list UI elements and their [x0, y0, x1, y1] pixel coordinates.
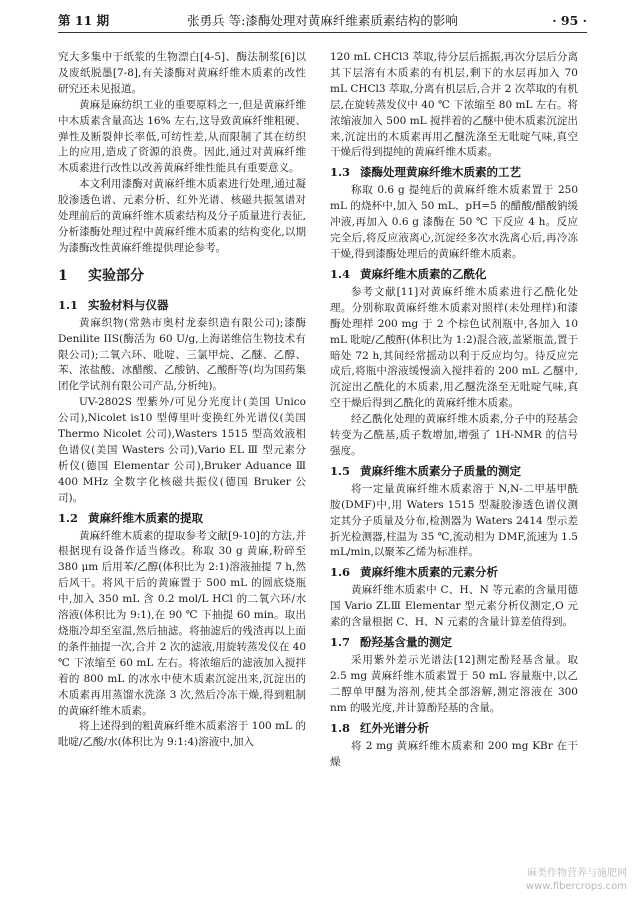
paragraph: 本文利用漆酶对黄麻纤维木质素进行处理,通过凝胶渗透色谱、元素分析、红外光谱、核磁共振氢谱对处理前后的黄麻纤维木质素结构及分子质量进行表征,分析漆酶处理过程中黄麻纤维木质素的结构变化,以期为漆酶改性黄麻纤维提供理论参考。 [58, 178, 306, 254]
subsection-heading: 1.6 黄麻纤维木质素的元素分析 [330, 565, 498, 580]
left-column [58, 50, 306, 870]
paragraph: 采用紫外差示光谱法[12]测定酚羟基含量。取 2.5 mg 黄麻纤维木质素置于 50 mL 容量瓶中,以乙二醇单甲醚为溶剂,使其全部溶解,测定溶液在 300 nm 的吸光度,并计算酚羟基的含量。 [330, 654, 578, 714]
paragraph: 120 mL CHCl3 萃取,待分层后摇振,再次分层后分离其下层溶有木质素的有机层,剩下的水层再加入 70 mL CHCl3 萃取,分离有机层后,合并 2 次萃取的有机层,在旋转蒸发仪中 40 ℃ 下浓缩至 80 mL 左右。将浓缩液加入 500 mL 搅拌着的乙醚中使木质素沉淀出来,沉淀出的木质素再用乙醚洗涤至无吡啶气味,真空干燥后得到提纯的黄麻纤维木质素。 [330, 51, 578, 159]
running-title: 张勇兵 等:漆酶处理对黄麻纤维素质素结构的影响 [187, 13, 458, 28]
page-number: · 95 · [552, 13, 587, 28]
subsection-heading: 1.4 黄麻纤维木质素的乙酰化 [330, 266, 487, 281]
paragraph: 黄麻是麻纺织工业的重要原料之一,但是黄麻纤维中木质素含量高达 16% 左右,这导致黄麻纤维粗硬、弹性及断裂伸长率低,可纺性差,从而限制了其在纺织上的应用,造成了资源的浪费。因此,通过对黄麻纤维木质素进行改性以改善黄麻纤维性能具有重要意义。 [58, 98, 306, 175]
site-watermark [526, 867, 627, 893]
watermark-line: www.fibercrops.com [525, 881, 627, 892]
paragraph: 将一定量黄麻纤维木质素溶于 N,N-二甲基甲酰胺(DMF)中,用 Waters 1515 型凝胶渗透色谱仪测定其分子质量及分布,检测器为 Waters 2414 型示差折光检测器,柱温为 35 ℃,流动相为 DMF,流速为 1.5 mL/min,以聚苯乙烯为标准样。 [330, 482, 578, 559]
right-column [330, 50, 578, 870]
subsection-heading: 1.2 黄麻纤维木质素的提取 [58, 510, 203, 525]
subsection-heading: 1.5 黄麻纤维木质素分子质量的测定 [330, 463, 521, 478]
paragraph: 黄麻纤维木质素的提取参考文献[9-10]的方法,并根据现有设备作适当修改。称取 30 g 黄麻,粉碎至 380 μm 后用苯/乙醇(体积比为 2:1)溶液抽提 7 h,然后风干。将风干后的黄麻置于 500 mL 的圆底烧瓶中,加入 350 mL 含 0.2 mol/L HCl 的二氧六环/水溶液(体积比为 9:1),在 90 ℃ 下抽提 60 min。取出烧瓶冷却至室温,然后抽滤。将抽滤后的残渣再以上面的条件抽提一次,合并 2 次的滤液,用旋转蒸发仪在 40 ℃ 下浓缩至 60 mL 左右。将浓缩后的滤液加入搅拌着的 800 mL 的冰水中使木质素沉淀出来,沉淀出的木质素再用蒸馏水洗涤 3 次,然后冷冻干燥,得到粗制的黄麻纤维木质素。 [58, 529, 306, 717]
paragraph: 黄麻纤维木质素中 C、H、N 等元素的含量用德国 Vario ZLⅢ Elementar 型元素分析仪测定,O 元素的含量根据 C、H、N 元素的含量计算差值得到。 [330, 584, 578, 629]
section-heading: 1 实验部分 [58, 267, 144, 284]
paragraph: 究大多集中于纸浆的生物漂白[4-5]、酶法制浆[6]以及废纸脱墨[7-8],有关漆酶对黄麻纤维木质素的改性研究还未见报道。 [58, 51, 306, 95]
subsection-heading: 1.3 漆酶处理黄麻纤维木质素的工艺 [330, 165, 521, 180]
paragraph: 将上述得到的粗黄麻纤维木质素溶于 100 mL 的吡啶/乙酸/水(体积比为 9:1:4)溶液中,加入 [58, 720, 306, 749]
running-header [58, 10, 587, 33]
paragraph: 将 2 mg 黄麻纤维木质素和 200 mg KBr 在干燥 [330, 739, 578, 768]
paragraph: 黄麻织物(常熟市奥村龙泰织造有限公司);漆酶 Denilite IIS(酶活为 60 U/g,上海诺维信生物技术有限公司);二氧六环、吡啶、三氯甲烷、乙醚、乙醇、苯、浓盐酸、冰醋酸、乙酸钠、乙酸酐等(均为国药集团化学试剂有限公司产品,分析纯)。 [58, 316, 306, 393]
issue-number: 第 11 期 [58, 13, 110, 28]
subsection-heading: 1.7 酚羟基含量的测定 [330, 635, 452, 650]
subsection-heading: 1.8 红外光谱分析 [330, 720, 429, 735]
watermark-line: 麻类作物营养与施肥网 [527, 868, 627, 879]
subsection-heading: 1.1 实验材料与仪器 [58, 297, 169, 312]
paragraph: 参考文献[11]对黄麻纤维木质素进行乙酰化处理。分别称取黄麻纤维木质素对照样(未处理样)和漆酶处理样 200 mg 于 2 个棕色试剂瓶中,各加入 10 mL 吡啶/乙酸酐(体积比为 1:2)混合液,盖紧瓶盖,置于暗处 72 h,其间经常摇动以利于反应均匀。待反应完成后,将瓶中溶液缓慢滴入搅拌着的 200 mL 乙醚中,沉淀出乙酰化的木质素,用乙醚洗涤至无吡啶气味,真空干燥后得到乙酰化的黄麻纤维木质素。 [330, 285, 578, 410]
paragraph: UV-2802S 型紫外/可见分光度计(美国 Unico 公司),Nicolet is10 型傅里叶变换红外光谱仪(美国 Thermo Nicolet 公司),Wasters 1515 型高效液相色谱仪(美国 Wasters 公司),Vario EL Ⅲ 型元素分析仪(德国 Elementar 公司),Bruker Aduance Ⅲ 400 MHz 全数字化核磁共振仪(德国 Bruker 公司)。 [58, 396, 306, 504]
paragraph: 称取 0.6 g 提纯后的黄麻纤维木质素置于 250 mL 的烧杯中,加入 50 mL、pH=5 的醋酸/醋酸钠缓冲液,再加入 0.6 g 漆酶在 50 ℃ 下反应 4 h。反应完全后,将反应液离心,沉淀经多次水洗离心后,再冷冻干燥,得到漆酶处理后的黄麻纤维木质素。 [330, 184, 578, 260]
paragraph: 经乙酰化处理的黄麻纤维木质素,分子中的羟基会转变为乙酰基,质子数增加,增强了 1H-NMR 的信号强度。 [330, 413, 578, 457]
